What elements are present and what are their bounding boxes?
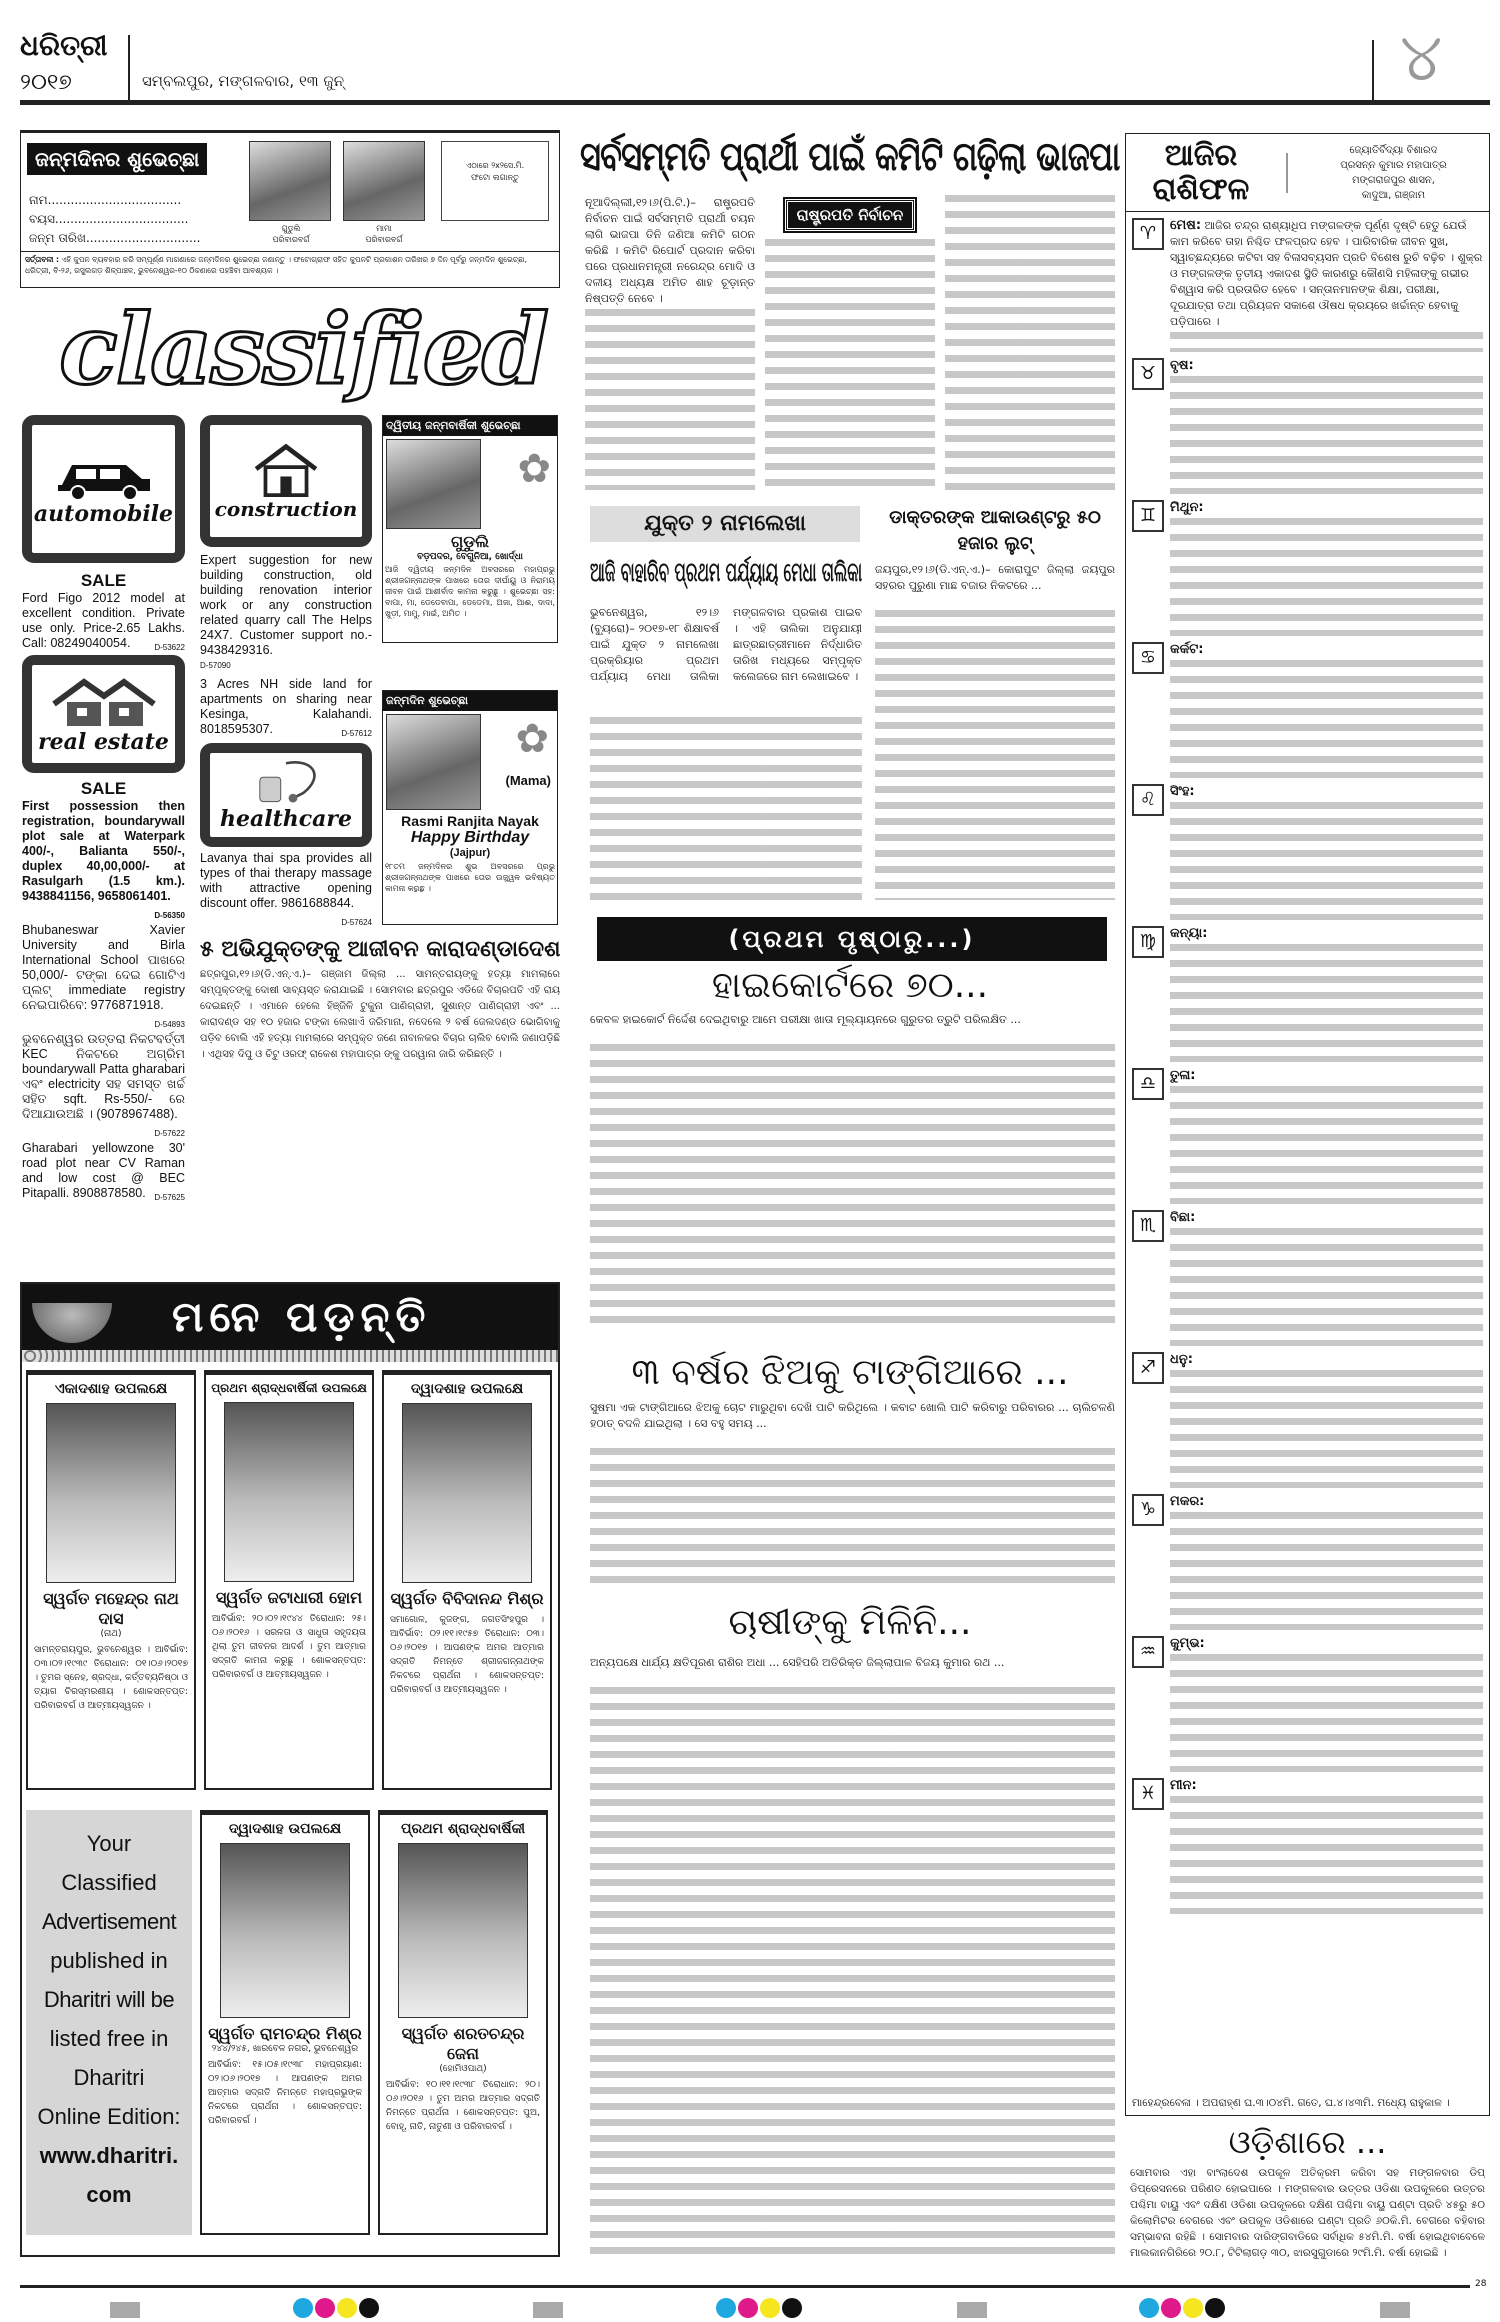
deceased-subtitle: (ନାଥ) (100, 1629, 122, 1639)
greeting-text: ଆଜି ଦ୍ୱିତୀୟ ଜନ୍ମଦିନ ଅବସରରେ ମହାପ୍ରଭୁ ଶ୍ରୀଜଗନ୍ନାଥଙ୍କ ପାଖରେ ତୋର ଦୀର୍ଘାୟୁ ଓ ନିରାମୟ ଜୀବନ ପାଇଁ ଆଶୀର୍ବାଦ କାମନା କରୁଛୁ । ଶୁଭେଚ୍ଛା ସହ: ବାପା, ମା, ଡେଡେବାପା, ଡେଡେମା, ଅଜା, ଆଈ, ଦାଦା, ଖୁଡ଼ୀ, ମାମୁ, ମାଇଁ, ଅମିତ । (385, 565, 555, 618)
terms-label: ସର୍ତ୍ତାବଳୀ : (25, 255, 59, 264)
rashi-entry (1132, 358, 1483, 494)
yellow-dot (760, 2298, 780, 2318)
cmyk-dots (716, 2298, 804, 2322)
horoscope-footer: ମାହେନ୍ଦ୍ରବେଳା । ଅପରାହ୍ଣ ଘ.୩।୦୪ମି. ଗତେ, ଘ.୪।୪୩ମି. ମଧ୍ୟେ ରାହୁକାଳ । (1132, 2095, 1483, 2111)
cmyk-dots (1139, 2298, 1227, 2322)
deceased-name: ସ୍ୱର୍ଗତ ରାମଚନ୍ଦ୍ର ମିଶ୍ର (208, 2024, 362, 2043)
car-icon (54, 451, 154, 501)
story-body: ଛତ୍ରପୁର,୧୨।୬(ଡି.ଏନ୍.ଏ.)– ଗଞ୍ଜାମ ଜିଲ୍ଲା ... ସାମନ୍ତରାୟଙ୍କୁ ହତ୍ୟା ମାମଲାରେ ସମ୍ପୃକ୍ତଙ୍କୁ ଦୋଷୀ ସାବ୍ୟସ୍ତ କରାଯାଇଛି । ସୋମବାର ଛତ୍ରପୁର ଏଡିଜେ ବିଚାରପତି ଏହି ରାୟ ଦେଇଛନ୍ତି । ଏମାନେ ହେଲେ ହିଞ୍ଜିଳି ଟୁକୁନା ପାଣିଗ୍ରାହୀ, ସୁଶାନ୍ତ ପାଣିଗ୍ରାହୀ ଏବଂ ... କାରାଦଣ୍ଡ ସହ ୧୦ ହଜାର ଟଙ୍କା ଲେଖାଏଁ ଜରିମାନା, ନଦେଲେ ୨ ବର୍ଷ ଜେଲଦଣ୍ଡ ଭୋଗିବାକୁ ପଡ଼ିବ ବୋଲି ଏହି ହତ୍ୟା ମାମଲାରେ ସମ୍ପୃକ୍ତ ଜଣେ ନାବାଳକର ବିଚାର ଚାଲିବ ବୋଲି ଜଣାପଡ଼ିଛି । ଏଥିସହ ଦିପୁ ଓ ଚିଟୁ ଓରଫ୍ ରାକେଶ ମହାପାତ୍ର ଙ୍କୁ ପରୱାନା ଜାରି କରିଛନ୍ତି । (200, 969, 560, 1060)
greeting-title: ଜନ୍ମଦିନ ଶୁଭେଚ୍ଛା (383, 691, 557, 711)
deceased-name: ସ୍ୱର୍ଗତ ଶରତଚନ୍ଦ୍ର ଜେନା (401, 2024, 525, 2063)
memorial-occasion: ଦ୍ୱାଦଶାହ ଉପଲକ୍ଷେ (410, 1381, 524, 1397)
deceased-subtitle: ୨୪୪/୨୪୫, ଖାରବେଳ ନଗର, ଭୁବନେଶ୍ୱର (211, 2044, 359, 2054)
classified-ad[interactable]: Gharabari yellowzone 30' road plot near CV Raman and low cost @ BEC Pitapalli. 8908878580. D-57625 (22, 1141, 185, 1202)
odisha-headline: ଓଡ଼ିଶାରେ ... (1228, 2123, 1387, 2161)
girl-headline: ୩ ବର୍ଷର ଝିଅକୁ ଟାଙ୍ଗିଆରେ ... (631, 1352, 1069, 1393)
rashi-entry (1132, 1778, 1483, 1914)
classified-ad[interactable]: Ford Figo 2012 model at excellent condition. Private use only. Price-2.65 Lakhs. Call: 08249040054. D-53622 (22, 591, 185, 652)
magenta-dot (738, 2298, 758, 2318)
rashi-name: ସିଂହ: (1170, 784, 1195, 799)
birthday-coupon (20, 130, 560, 288)
horoscope-section (1125, 133, 1490, 2116)
classified-ad[interactable]: ଭୁବନେଶ୍ୱର ଉତ୍ତରା ନିକଟବର୍ତ୍ତୀ KEC ନିକଟରେ ଅଗ୍ରିମ boundarywall Patta gharabari ଏବଂ electricity ସହ ସମସ୍ତ ଖର୍ଚ୍ଚ ସହିତ sqft. Rs-550/- ରେ ଦିଆଯାଉଅଛି । (9078967488). D-57622 (22, 1032, 185, 1138)
zodiac-icon: ♐ (1132, 1352, 1164, 1384)
photo-caption: ଗୁଡୁଲି (281, 224, 301, 233)
rashi-entry (1132, 1210, 1483, 1346)
rashi-entry (1132, 500, 1483, 636)
rashi-name: କର୍କଟ: (1170, 642, 1204, 657)
healthcare-label: healthcare (220, 806, 352, 832)
greeting-nick: (Mama) (505, 773, 551, 788)
memorial-occasion: ପ୍ରଥମ ଶ୍ରାଦ୍ଧବାର୍ଷିକୀ ଉପଲକ୍ଷେ (211, 1381, 367, 1395)
rashi-entry (1132, 642, 1483, 778)
farmer-headline: ଚାଷୀଙ୍କୁ ମିଳିନି... (728, 1602, 972, 1643)
continued-banner: (ପ୍ରଥମ ପୃଷ୍ଠାରୁ...) (597, 917, 1107, 961)
horoscope-title: ଆଜିର ରାଶିଫଳ (1152, 137, 1250, 207)
print-page-number: 28 (1475, 2279, 1487, 2289)
terms-text: ଏହି କୁପନ ବ୍ୟବହାର କରି ସମ୍ପୂର୍ଣ୍ଣ ମାଗଣାରେ ଜନ୍ମଦିନର ଶୁଭେଚ୍ଛା ଜଣାନ୍ତୁ । ଫଟୋଗ୍ରାଫ ସହିତ କୁପନଟି ପ୍ରକାଶନ ତାରିଖର ୭ ଦିନ ପୂର୍ବରୁ ଜନ୍ମଦିନ ଶୁଭେଚ୍ଛା, ଧରିତ୍ରୀ, ବି-୨୬, ରସୁଲଗଡ଼ ଶିଳ୍ପାଞ୍ଚଳ, ଭୁବନେଶ୍ୱର-୧୦ ଠିକଣାରେ ପହଞ୍ଚିବା ଆବଶ୍ୟକ । (25, 255, 528, 275)
masthead-logo: ଧରିତ୍ରୀ (20, 29, 108, 62)
page-number: ୪ (1400, 19, 1443, 96)
cyan-dot (716, 2298, 736, 2318)
greeting-ad (382, 415, 558, 643)
cyan-dot (1139, 2298, 1159, 2318)
classified-banner: classified (59, 300, 547, 405)
memorial-card (204, 1370, 374, 1790)
memorial-card (382, 1370, 552, 1790)
sale-heading: SALE (80, 779, 127, 798)
classified-ad[interactable]: Bhubaneswar Xavier University and Birla International School ପାଖରେ 50,000/- ଟଙ୍କା ଦେଇ ଗୋଟିଏ ପ୍ଲଟ୍ immediate registry ନେଇପାରିବେ: 9776871918. D-54893 (22, 923, 185, 1029)
rashi-name: ତୁଳା: (1170, 1068, 1196, 1083)
lead-tag: ରାଷ୍ଟ୍ରପତି ନିର୍ବାଚନ (785, 199, 915, 231)
zodiac-icon: ♈ (1132, 218, 1164, 250)
merit-body: ଭୁବନେଶ୍ୱର, ୧୨।୬ (ବ୍ୟୁରୋ)– ୨୦୧୭-୧୮ ଶିକ୍ଷାବର୍ଷ ପାଇଁ ଯୁକ୍ତ ୨ ନାମଲେଖା ପ୍ରକ୍ରିୟାର ପ୍ରଥମ ପର୍ଯ୍ୟାୟ ମେଧା ତାଲିକା ମଙ୍ଗଳବାର ପ୍ରକାଶ ପାଇବ । ଏହି ତାଲିକା ଅନୁଯାୟୀ ଛାତ୍ରଛାତ୍ରୀମାନେ ନିର୍ଦ୍ଧାରିତ ତାରିଖ ମଧ୍ୟରେ ସମ୍ପୃକ୍ତ କଲେଜରେ ନାମ ଲେଖାଇବେ । (590, 606, 862, 683)
magenta-dot (1161, 2298, 1181, 2318)
memorial-text: ଆବିର୍ଭାବ: ୨୦।୦୨।୧୯୪୪ ତିରୋଧାନ: ୨୫।୦୬।୨୦୧୬ । ସରଳତା ଓ ସାଧୁତା ସହୃଦୟତା ଥିଲା ତୁମ ଜୀବନର ଆଦର୍ଶ । ତୁମ ଆତ୍ମାର ସଦ୍‌ଗତି କାମନା କରୁଛୁ । ଶୋକସନ୍ତପ୍ତ: ପରିବାରବର୍ଗ ଓ ଆତ୍ମୀୟସ୍ୱଜନ । (212, 1614, 366, 1680)
loot-headline: ଡାକ୍ତରଙ୍କ ଆକାଉଣ୍ଟରୁ ୫୦ ହଜାର ଲୁଟ୍ (889, 507, 1101, 554)
zodiac-icon: ♌ (1132, 784, 1164, 816)
memorial-text: ଆବିର୍ଭାବ: ୧୫।୦୫।୧୯୩୮ ମହାପ୍ରୟାଣ: ୦୨।୦୬।୨୦୧୭ । ଆପଣଙ୍କ ଅମର ଆତ୍ମାର ସଦ୍‌ଗତି ନିମନ୍ତେ ମହାପ୍ରଭୁଙ୍କ ନିକଟରେ ପ୍ରାର୍ଥନା । ଶୋକସନ୍ତପ୍ତ: ପରିବାରବର୍ଗ । (208, 2060, 362, 2126)
zodiac-icon: ♉ (1132, 358, 1164, 390)
registration-marks (110, 2298, 1410, 2322)
masthead-year: ୨୦୧୭ (20, 70, 72, 95)
rashi-name: ବୃଷ: (1170, 358, 1194, 373)
greeting-title: ଦ୍ୱିତୀୟ ଜନ୍ମବାର୍ଷିକୀ ଶୁଭେଚ୍ଛା (383, 416, 557, 436)
greeting-name: Rasmi Ranjita Nayak (401, 813, 539, 829)
sale-heading: SALE (80, 571, 127, 590)
portrait-photo (398, 1843, 528, 2018)
zodiac-icon: ♋ (1132, 642, 1164, 674)
rashi-name: ଧନୁ: (1170, 1352, 1193, 1367)
portrait-photo (224, 1402, 354, 1582)
lead-body: ନୂଆଦିଲ୍ଲୀ,୧୨।୬(ପି.ଟି.)– ରାଷ୍ଟ୍ରପତି ନିର୍ବାଚନ ପାଇଁ ସର୍ବସମ୍ମତି ପ୍ରାର୍ଥୀ ଚୟନ ଲାଗି ଭାଜପା ତିନି ଜଣିଆ କମିଟି ଗଠନ କରିଛି । କମିଟି ରିପୋର୍ଟ ପ୍ରଦାନ କରିବା ପରେ ପ୍ରଧାନମନ୍ତ୍ରୀ ନରେନ୍ଦ୍ର ମୋଦି ଓ ଦଳୀୟ ଅଧ୍ୟକ୍ଷ ଅମିତ ଶାହ ଚୂଡ଼ାନ୍ତ ନିଷ୍ପତ୍ତି ନେବେ । (585, 196, 755, 305)
flowers-icon: ✿ (517, 446, 551, 492)
rashi-entry (1132, 1636, 1483, 1772)
coupon-photo-1 (249, 141, 331, 221)
masthead (20, 30, 120, 95)
memorial-section (20, 1282, 560, 2257)
deceased-name: ସ୍ୱର୍ଗତ ବିବିଦାନନ୍ଦ ମିଶ୍ର (390, 1589, 544, 1608)
stethoscope-icon (236, 758, 336, 806)
photo-placeholder[interactable]: ଏଠାରେ ୨x୨ସେ.ମି. ଫଟୋ ଲଗାନ୍ତୁ (441, 141, 549, 221)
classified-ad[interactable]: Expert suggestion for new building construction, old building renovation interior work or any construction related quarry call The Helps 24X7. Customer support no.- 9438429316. D-57090 (200, 553, 372, 670)
black-dot (1205, 2298, 1225, 2318)
automobile-label: automobile (33, 501, 174, 527)
rashi-entry (1132, 784, 1483, 920)
black-dot (782, 2298, 802, 2318)
construction-category (200, 415, 372, 547)
greeting-name: ଗୁଡୁଲି (450, 532, 490, 551)
lead-headline: ସର୍ବସମ୍ମତି ପ୍ରାର୍ଥୀ ପାଇଁ କମିଟି ଗଢ଼ିଲା ଭାଜପା (580, 134, 1120, 180)
healthcare-category (200, 743, 372, 847)
portrait-photo (402, 1403, 532, 1583)
classified-ad[interactable]: 3 Acres NH side land for apartments on sharing near Kesinga, Kalahandi. 8018595307. D-57612 (200, 677, 372, 738)
automobile-category (22, 415, 185, 563)
coupon-title: ଜନ୍ମଦିନର ଶୁଭେଚ୍ଛା (27, 143, 207, 175)
zodiac-icon: ♍ (1132, 926, 1164, 958)
photo-caption-sub: ପରିବାରବର୍ଗ (272, 235, 310, 244)
author-address: ମଙ୍ଗରାଜପୁର ଶାସନ, (1352, 174, 1435, 186)
zodiac-icon: ♎ (1132, 1068, 1164, 1100)
rashi-name: ବିଛା: (1170, 1210, 1196, 1225)
rashi-entry (1132, 926, 1483, 1062)
deceased-name: ସ୍ୱର୍ଗତ ଜଟାଧାରୀ ହୋମ (215, 1588, 363, 1607)
highcourt-body: କେବଳ ହାଇକୋର୍ଟ ନିର୍ଦ୍ଦେଶ ଦେଇଥିବାରୁ ଆମେ ପରୀକ୍ଷା ଖାତା ମୂଲ୍ୟାୟନରେ ଗୁରୁତର ତ୍ରୁଟି ପରିଲକ୍ଷିତ ... (590, 1013, 1021, 1026)
farmer-body: ଅନ୍ୟପକ୍ଷେ ଧାର୍ଯ୍ୟ କ୍ଷତିପୂରଣ ରାଶିର ଅଧା ... ସେହିପରି ଅତିରିକ୍ତ ଜିଲ୍ଲାପାଳ ବିଜୟ କୁମାର ରଥ ... (590, 1656, 1005, 1669)
coupon-photo-2 (343, 141, 425, 221)
rashi-name: କୁମ୍ଭ: (1170, 1636, 1205, 1651)
memorial-card (200, 1810, 370, 2235)
cmyk-dots (293, 2298, 381, 2322)
flowers-icon: ✿ (515, 716, 549, 762)
woman-photo (386, 714, 481, 810)
dateline: ସମ୍ବଲପୁର, ମଙ୍ଗଳବାର, ୧୩ ଜୁନ୍ (142, 72, 345, 90)
photo-caption: ମାମା (376, 224, 392, 233)
rashi-name: ମିଥୁନ: (1170, 500, 1204, 515)
rashi-entry (1132, 1494, 1483, 1630)
online-promo: Your Classified Advertisement published in Dharitri will be listed free in Dharitri Online Edition: www.dharitri. com (26, 1810, 192, 2235)
memorial-card (26, 1370, 196, 1790)
greeting-place: (Jajpur) (449, 847, 491, 859)
zodiac-icon: ♑ (1132, 1494, 1164, 1526)
author-name: ପ୍ରସନ୍ନ କୁମାର ମହାପାତ୍ର (1340, 159, 1447, 171)
memorial-text: ସାମନ୍ତରାୟପୁର, ଭୁବନେଶ୍ୱର । ଆବିର୍ଭାବ: ୦୩।୦୨।୧୯୩୯ ତିରୋଧାନ: ୦୧।୦୬।୨୦୧୭ । ତୁମର ସ୍ନେହ, ଶ୍ରଦ୍ଧା, କର୍ତ୍ତବ୍ୟନିଷ୍ଠା ଓ ତ୍ୟାଗ ଚିରସ୍ମରଣୀୟ । ଶୋକସନ୍ତପ୍ତ: ପରିବାରବର୍ଗ ଓ ଆତ୍ମୀୟସ୍ୱଜନ । (34, 1645, 188, 1711)
memorial-occasion: ପ୍ରଥମ ଶ୍ରାଦ୍ଧବାର୍ଷିକୀ (400, 1821, 526, 1837)
header-divider (128, 35, 130, 105)
header-rule (20, 100, 1490, 105)
rashi-name: ମେଷ: (1170, 218, 1202, 233)
classified-ad[interactable]: Lavanya thai spa provides all types of thai therapy massage with attractive opening discount offer. 9861688844. D-57624 (200, 851, 372, 927)
odisha-body: ସୋମବାର ଏହା ବାଂଲାଦେଶ ଉପକୂଳ ଅତିକ୍ରମ କରିବା ସହ ମଙ୍ଗଳବାର ଡିପ୍ ଡିପ୍ରେସନରେ ପରିଣତ ହୋଇପାରେ । ମଙ୍ଗଳବାର ଉତ୍ତର ଓଡିଶା ଉପକୂଳରେ ଉତ୍ତର ପଶ୍ଚିମା ବାୟୁ ଏବଂ ଦକ୍ଷିଣ ଓଡିଶା ଉପକୂଳରେ ଦକ୍ଷିଣ ପଶ୍ଚିମା ବାୟୁ ଘଣ୍ଟା ପ୍ରତି ୪୫ରୁ ୫୦ କିଲୋମିଟର ବେଗରେ ଏବଂ ଉପକୂଳ ଓଡିଶାରେ ଘଣ୍ଟା ପ୍ରତି ୬୦କି.ମି. ବେଗରେ ବହିବାର ସମ୍ଭାବନା ରହିଛି । ସୋମବାର ଦାରିଙ୍ଗବାଡିରେ ସର୍ବାଧିକ ୫୪ମି.ମି. ବର୍ଷା ହୋଇଥିବାବେଳେ ମାଲକାନଗିରିରେ ୨୦.୮, ଟିଟିଲାଗଡ଼ ୩୦, ଝାରସୁଗୁଡାରେ ୨୯ମି.ମି. ବର୍ଷା ହୋଇଛି । (1130, 2167, 1485, 2259)
greeting-wish: Happy Birthday (410, 829, 530, 846)
lead-article (585, 195, 1115, 490)
cyan-dot (293, 2298, 313, 2318)
portrait-photo (220, 1843, 350, 2018)
author-address: କାଦୁଆ, ଗଞ୍ଜାମ (1361, 189, 1426, 201)
construction-label: construction (214, 497, 358, 521)
black-dot (359, 2298, 379, 2318)
coupon-field-age[interactable]: ବୟସ................................... (29, 212, 189, 226)
rashi-name: କନ୍ୟା: (1170, 926, 1208, 941)
story-life-sentence (200, 935, 560, 1095)
child-photo (386, 439, 481, 529)
author-title: ଜ୍ୟୋତିର୍ବିଦ୍ୟା ବିଶାରଦ (1349, 144, 1438, 156)
footer-rule (20, 2285, 1470, 2288)
lamp-icon (32, 1303, 112, 1343)
zodiac-icon: ♊ (1132, 500, 1164, 532)
rashi-text: ଆଜିର ଚନ୍ଦ୍ର ରାଶ୍ୟାଧିପ ମଙ୍ଗଳଙ୍କ ପୂର୍ଣ୍ଣ ଦୃଷ୍ଟି ହେତୁ ଯେଉଁ କାମ କରିବେ ତାହା ନିଶ୍ଚିତ ଫଳପ୍ରଦ ହେବ । ପାରିବାରିକ ଜୀବନ ସୁଖ, ସ୍ୱାଚ୍ଛନ୍ଦ୍ୟରେ କଟିବା ସହ ବିଳାସବ୍ୟସନ ପ୍ରତି ବିଶେଷ ରୁଚି ବଢ଼ିବ । ଶୁକ୍ର ଓ ମଙ୍ଗଳଙ୍କ ତୃତୀୟ ଏକାଦଶ ସ୍ଥିତି କାରଣରୁ କୌଣସି ମହିଳାଙ୍କୁ ଗଭୀର ବିଶ୍ୱାସ କରି ପ୍ରତାରିତ ହେବେ । ସନ୍ତାନମାନଙ୍କ ଶିକ୍ଷା, ପରୀକ୍ଷା, ଦୂରଯାତ୍ରା ତଥା ପ୍ରିୟଜନ ସକାଶେ ଔଷଧ କ୍ରୟରେ ଖର୍ଚ୍ଚାନ୍ତ ହେବାକୁ ପଡ଼ିପାରେ । (1170, 219, 1483, 328)
rashi-name: ମକର: (1170, 1494, 1205, 1509)
rashi-entry (1132, 1352, 1483, 1488)
merit-headline: ଆଜି ବାହାରିବ ପ୍ରଥମ ପର୍ଯ୍ୟାୟ ମେଧା ତାଲିକା (590, 557, 862, 588)
header-divider-right (1372, 40, 1374, 105)
memorial-text: ଆବିର୍ଭାବ: ୧୦।୧୧।୧୯୩୮ ତିରୋଧାନ: ୨୦।୦୬।୨୦୧୬ । ତୁମ ଅମର ଆତ୍ମାର ସଦ୍‌ଗତି ନିମନ୍ତେ ପ୍ରାର୍ଥନା । ଶୋକସନ୍ତପ୍ତ: ପୁଅ, ବୋହୂ, ନାତି, ନାତୁଣୀ ଓ ପରିବାରବର୍ଗ । (386, 2080, 540, 2132)
zodiac-icon: ♏ (1132, 1210, 1164, 1242)
memorial-card (378, 1810, 548, 2235)
deceased-subtitle: (ହୋମିଓପାଥ୍) (439, 2064, 487, 2074)
memorial-occasion: ଦ୍ୱାଦଶାହ ଉପଲକ୍ଷେ (228, 1821, 342, 1837)
real-estate-label: real estate (38, 728, 169, 755)
rashi-entry (1132, 218, 1483, 352)
portrait-photo (46, 1403, 176, 1583)
coupon-field-name[interactable]: ନାମ................................... (29, 193, 182, 207)
rashi-entry (1132, 1068, 1483, 1204)
highcourt-headline: ହାଇକୋର୍ଟରେ ୭୦... (711, 965, 989, 1006)
coupon-field-dob[interactable]: ଜନ୍ମ ତାରିଖ.............................. (29, 231, 201, 245)
greeting-place: ବଡ଼ପଦର, ବେଗୁନିଆ, ଖୋର୍ଦ୍ଧା (417, 552, 523, 562)
merit-kicker: ଯୁକ୍ତ ୨ ନାମଲେଖା (590, 506, 860, 542)
houses-icon (49, 674, 159, 729)
classified-ad[interactable]: First possession then registration, boundarywall plot sale at Waterpark 400/-, Balianta 550/-, duplex 40,00,000/- at Rasulgarh (1.5 km.). 9438841156, 9658061401. D-56350 (22, 799, 185, 920)
rashi-name: ମୀନ: (1170, 1778, 1197, 1793)
memorial-banner (22, 1284, 558, 1362)
real-estate-category (22, 655, 185, 773)
deceased-name: ସ୍ୱର୍ଗତ ମହେନ୍ଦ୍ର ନାଥ ଦାସ (43, 1589, 179, 1628)
yellow-dot (1183, 2298, 1203, 2318)
memorial-occasion: ଏକାଦଶାହ ଉପଲକ୍ଷେ (54, 1381, 168, 1397)
zodiac-icon: ♓ (1132, 1778, 1164, 1810)
memorial-text: ସମାଗୋଳ, କୁଜଙ୍ଗ, ଜଗତସିଂହପୁର । ଆବିର୍ଭାବ: ୦୨।୧୧।୧୯୫୭ ତିରୋଧାନ: ୦୩।୦୬।୨୦୧୭ । ଆପଣଙ୍କ ଅମର ଆତ୍ମାର ସଦ୍‌ଗତି ନିମନ୍ତେ ଶ୍ରୀଜଗନ୍ନାଥଙ୍କ ନିକଟରେ ପ୍ରାର୍ଥନା । ଶୋକସନ୍ତପ୍ତ: ପରିବାରବର୍ଗ ଓ ଆତ୍ମୀୟସ୍ୱଜନ । (390, 1615, 544, 1695)
house-icon (246, 441, 326, 497)
yellow-dot (337, 2298, 357, 2318)
photo-caption-sub: ପରିବାରବର୍ଗ (365, 235, 403, 244)
memorial-title: ମନେ ପଡ଼ନ୍ତି (172, 1292, 432, 1341)
magenta-dot (315, 2298, 335, 2318)
zodiac-icon: ♒ (1132, 1636, 1164, 1668)
loot-body: ଜୟପୁର,୧୨।୬(ଡି.ଏନ୍.ଏ.)– କୋରାପୁଟ ଜିଲ୍ଲା ଜୟପୁର ସହରର ପୁରୁଣା ମାଛ ବଜାର ନିକଟରେ ... (875, 563, 1115, 592)
girl-body: ସୁଷମା ଏକ ଟାଙ୍ଗିଆରେ ଝିଅକୁ ଚୋଟ ମାରୁଥିବା ଦେଖି ପାଟି କରିଥିଲେ । କବାଟ ଖୋଲି ପାଟି କରିବାରୁ ପରିବାରର ... ଚାଲିଚଳଣି ହଠାତ୍ ବଦଳି ଯାଇଥିଲା । ସେ ବହୁ ସମୟ ... (590, 1401, 1115, 1430)
story-headline: ୫ ଅଭିଯୁକ୍ତଙ୍କୁ ଆଜୀବନ କାରାଦଣ୍ଡାଦେଶ (200, 937, 560, 962)
greeting-text: ୧୮ତମ ଜନ୍ମଦିନର ଶୁଭ ଅବସରରେ ପ୍ରଭୁ ଶ୍ରୀଜଗନ୍ନାଥଙ୍କ ପାଖରେ ତୋର ଉଜ୍ଜ୍ୱଳ ଭବିଷ୍ୟତ କାମନା କରୁଛୁ । (385, 862, 555, 892)
greeting-ad (382, 690, 558, 925)
